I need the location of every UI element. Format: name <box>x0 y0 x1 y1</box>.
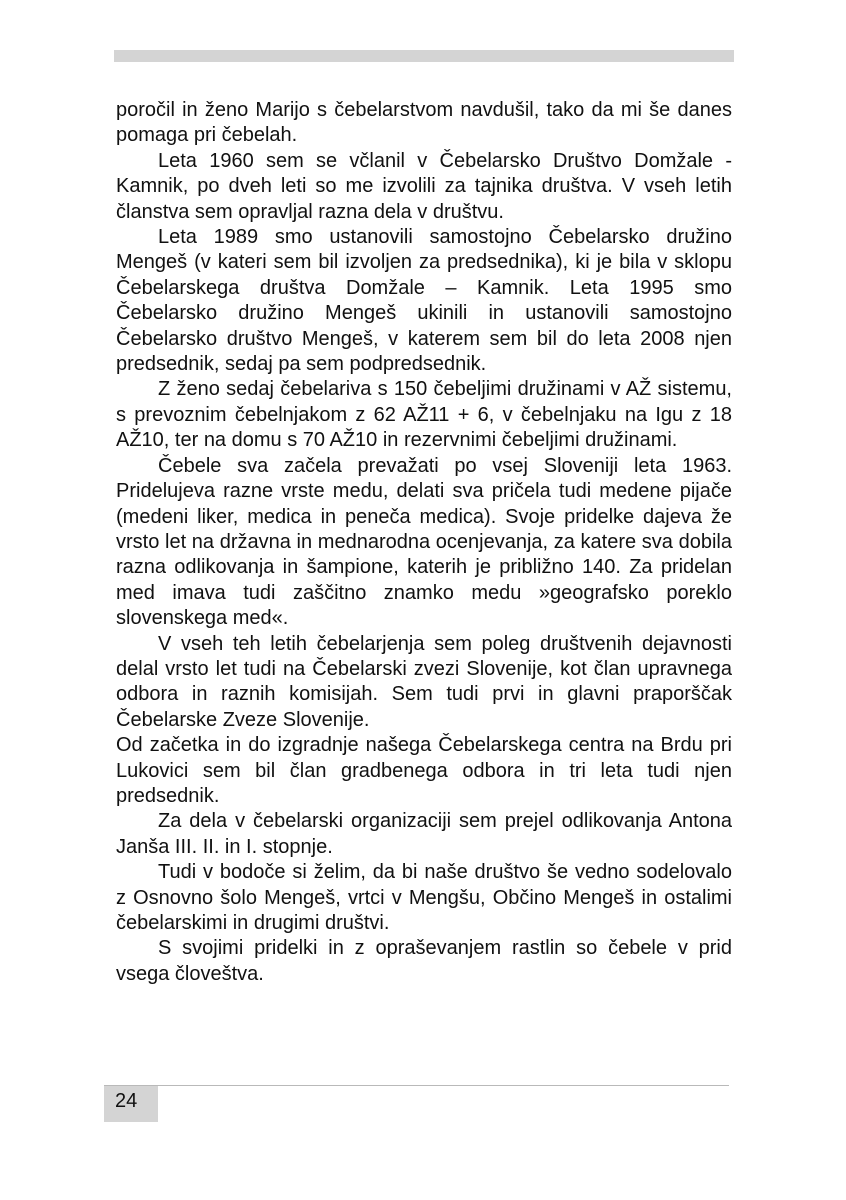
paragraph-4: Z ženo sedaj čebelariva s 150 čebeljimi družinami v AŽ sistemu, s prevoznim čebelnjakom z 62 AŽ11 + 6, v čebelnjaku na Igu z 18 AŽ10, ter na domu s 70 AŽ10 in rezervnimi čebeljimi družinami. <box>116 378 732 452</box>
paragraph-1: poročil in ženo Marijo s čebelarstvom navdušil, tako da mi še danes pomaga pri čebelah. <box>116 99 732 147</box>
paragraph-8: Za dela v čebelarski organizaciji sem prejel odlikovanja Antona Janša III. II. in I. stopnje. <box>116 810 732 858</box>
paragraph-9: Tudi v bodoče si želim, da bi naše društvo še vedno sodelovalo z Osnovno šolo Mengeš, vrtci v Mengšu, Občino Mengeš in ostalimi čebelarskimi in drugimi društvi. <box>116 861 732 934</box>
footer-rule <box>104 1085 729 1086</box>
paragraph-7: Od začetka in do izgradnje našega Čebelarskega centra na Brdu pri Lukovici sem bil član gradbenega odbora in tri leta tudi njen predsednik. <box>116 734 732 807</box>
paragraph-6: V vseh teh letih čebelarjenja sem poleg društvenih dejavnosti delal vrsto let tudi na Čebelarski zvezi Slovenije, kot član upravnega odbora in raznih komisijah. Sem tudi prvi in glavni praporščak Čebelarske Zveze Slovenije. <box>116 632 732 731</box>
header-bar <box>114 50 734 62</box>
page-body <box>116 98 732 987</box>
page-number: 24 <box>104 1086 158 1122</box>
paragraph-3: Leta 1989 smo ustanovili samostojno Čebelarsko družino Mengeš (v kateri sem bil izvoljen za predsednika), ki je bila v sklopu Čebelarskega društva Domžale – Kamnik. Leta 1995 smo Čebelarsko družino Mengeš ukinili in ustanovili samostojno Čebelarsko društvo Mengeš, v katerem sem bil do leta 2008 njen predsednik, sedaj pa sem podpredsednik. <box>116 226 732 376</box>
paragraph-2: Leta 1960 sem se včlanil v Čebelarsko Društvo Domžale - Kamnik, po dveh leti so me izvolili za tajnika društva. V vseh letih članstva sem opravljal razna dela v društvu. <box>116 149 732 223</box>
paragraph-5: Čebele sva začela prevažati po vsej Sloveniji leta 1963. Pridelujeva razne vrste medu, delati sva pričela tudi medene pijače (medeni liker, medica in peneča medica). Svoje pridelke dajeva že vrsto let na državna in mednarodna ocenjevanja, za katere sva dobila razna odlikovanja in šampione, katerih je približno 140. Za pridelan med imava tudi zaščitno znamko medu »geografsko poreklo slovenskega med«. <box>116 454 732 630</box>
paragraph-10: S svojimi pridelki in z opraševanjem rastlin so čebele v prid vsega človeštva. <box>116 937 732 985</box>
